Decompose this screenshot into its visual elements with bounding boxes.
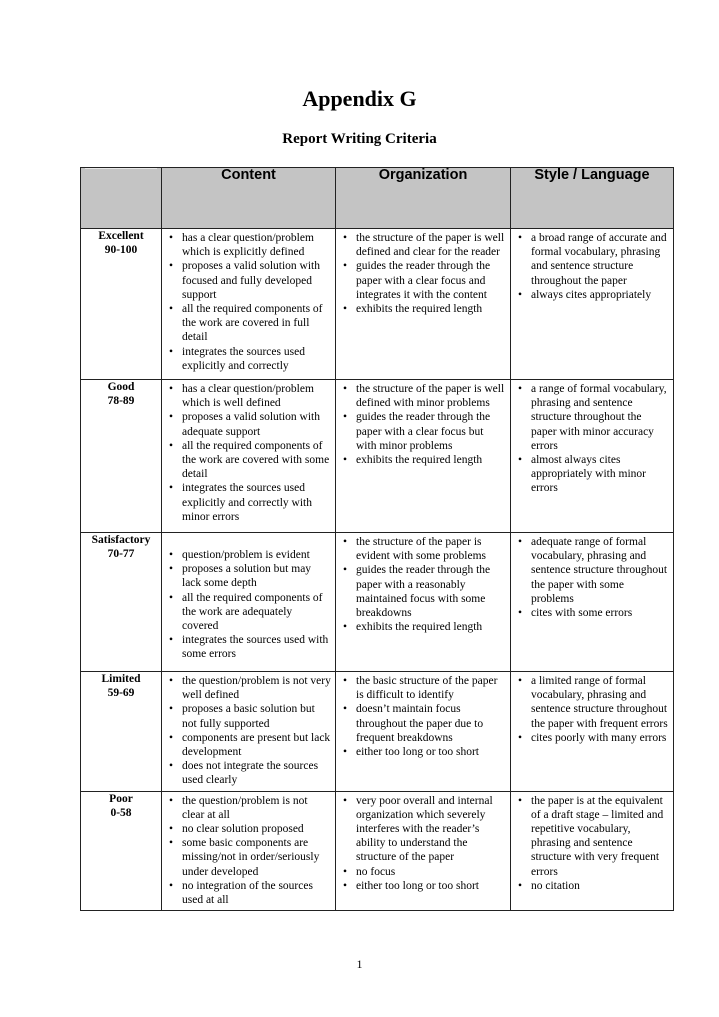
list-item: [343, 410, 506, 453]
bullet-icon: •: [343, 675, 348, 687]
criterion-text: integrates the sources used with some errors: [182, 634, 329, 661]
bullet-icon: •: [343, 564, 348, 577]
content-cell: [162, 672, 336, 792]
list-item: [518, 794, 669, 879]
criterion-text: the basic structure of the paper is difficult to identify: [356, 675, 498, 702]
list-item: [169, 548, 331, 562]
bullet-icon: •: [169, 823, 174, 836]
list-item: [169, 439, 331, 482]
organization-cell: [336, 533, 511, 672]
table-row: [81, 791, 674, 911]
list-item: [169, 345, 331, 373]
bullet-icon: •: [169, 439, 174, 452]
criterion-text: guides the reader through the paper with a reasonably maintained focus with some breakdowns: [356, 564, 491, 620]
list-item: [343, 231, 506, 259]
bullet-icon: •: [518, 794, 523, 807]
list-item: [169, 674, 331, 702]
list-item: [343, 702, 506, 745]
list-item: [518, 879, 669, 893]
list-item: [169, 702, 331, 730]
grade-cell: [81, 229, 162, 380]
criterion-text: cites poorly with many errors: [531, 731, 667, 744]
bullet-icon: •: [169, 482, 174, 495]
organization-cell: [336, 380, 511, 533]
header-corner: [81, 168, 162, 229]
bullet-icon: •: [518, 232, 523, 244]
bullet-icon: •: [518, 288, 523, 301]
criterion-text: proposes a valid solution with adequate support: [182, 411, 320, 438]
criterion-text: very poor overall and internal organization which severely interferes with the reader’s ability to understand the structure of the paper: [356, 794, 493, 864]
criterion-text: doesn’t maintain focus throughout the paper due to frequent breakdowns: [356, 703, 484, 744]
bullet-icon: •: [343, 865, 348, 878]
criteria-list: [162, 533, 335, 665]
list-item: [169, 382, 331, 410]
header-organization: Organization: [336, 168, 511, 229]
list-item: [169, 794, 331, 822]
criteria-list: [336, 533, 510, 637]
bullet-icon: •: [169, 794, 174, 807]
bullet-icon: •: [169, 634, 174, 647]
bullet-icon: •: [169, 703, 174, 716]
criterion-text: a limited range of formal vocabulary, phrasing and sentence structure throughout the paper with frequent errors: [531, 675, 668, 730]
list-item: [343, 865, 506, 879]
list-item: [169, 259, 331, 302]
criterion-text: all the required components of the work are adequately covered: [182, 591, 323, 633]
criterion-text: cites with some errors: [531, 607, 633, 620]
list-item: [343, 302, 506, 316]
bullet-icon: •: [518, 731, 523, 744]
content-cell: [162, 533, 336, 672]
list-item: [343, 879, 506, 893]
grade-cell: [81, 672, 162, 792]
grade-range: 0-58: [110, 806, 132, 819]
list-item: [169, 562, 331, 590]
style-cell: [511, 533, 674, 672]
bullet-icon: •: [518, 383, 523, 395]
criteria-list: [336, 792, 510, 896]
page-title: Appendix G: [302, 86, 417, 111]
criterion-text: integrates the sources used explicitly and correctly with minor errors: [182, 482, 312, 523]
bullet-icon: •: [169, 879, 174, 892]
criterion-text: exhibits the required length: [356, 621, 483, 634]
list-item: [343, 794, 506, 865]
bullet-icon: •: [169, 345, 174, 358]
organization-cell: [336, 229, 511, 380]
bullet-icon: •: [343, 794, 348, 807]
bullet-icon: •: [169, 232, 174, 244]
criterion-text: always cites appropriately: [531, 288, 652, 301]
list-item: [518, 382, 669, 453]
list-item: [169, 879, 331, 907]
bullet-icon: •: [343, 303, 348, 316]
criterion-text: either too long or too short: [356, 879, 479, 892]
style-cell: [511, 380, 674, 533]
bullet-icon: •: [169, 760, 174, 773]
criteria-list: [336, 672, 510, 762]
criterion-text: almost always cites appropriately with minor errors: [531, 454, 646, 495]
bullet-icon: •: [169, 675, 174, 687]
list-item: [518, 288, 669, 302]
criteria-list: [336, 229, 510, 319]
bullet-icon: •: [343, 411, 348, 424]
criterion-text: does not integrate the sources used clearly: [182, 760, 319, 787]
criteria-list: [511, 792, 673, 896]
criterion-text: no focus: [356, 865, 396, 878]
content-cell: [162, 380, 336, 533]
criterion-text: a range of formal vocabulary, phrasing and sentence structure throughout the paper with minor accuracy errors: [531, 383, 667, 452]
bullet-icon: •: [518, 536, 523, 548]
bullet-icon: •: [169, 837, 174, 850]
bullet-icon: •: [518, 454, 523, 467]
criterion-text: has a clear question/problem which is well defined: [182, 383, 314, 410]
criterion-text: some basic components are missing/not in order/seriously under developed: [182, 837, 320, 878]
criterion-text: proposes a basic solution but not fully supported: [182, 703, 315, 730]
bullet-icon: •: [343, 536, 348, 548]
list-item: [343, 745, 506, 759]
table-row: [81, 380, 674, 533]
criterion-text: components are present but lack development: [182, 731, 331, 759]
bullet-icon: •: [169, 303, 174, 316]
criterion-text: either too long or too short: [356, 746, 479, 759]
style-cell: [511, 791, 674, 911]
list-item: [343, 535, 506, 563]
grade-range: 78-89: [107, 395, 135, 408]
bullet-icon: •: [169, 591, 174, 604]
table-row: [81, 672, 674, 792]
criteria-list: [511, 533, 673, 623]
bullet-icon: •: [343, 879, 348, 892]
bullet-icon: •: [343, 383, 348, 395]
list-item: [518, 535, 669, 606]
criterion-text: all the required components of the work are covered with some detail: [182, 439, 330, 481]
bullet-icon: •: [169, 549, 174, 561]
list-item: [518, 674, 669, 731]
list-item: [343, 674, 506, 702]
grade-cell: [81, 533, 162, 672]
list-item: [169, 759, 331, 787]
criterion-text: the question/problem is not clear at all: [182, 794, 308, 821]
bullet-icon: •: [343, 454, 348, 467]
grade-name: Excellent: [98, 230, 144, 242]
header-row: [81, 168, 674, 229]
criterion-text: no integration of the sources used at all: [182, 879, 313, 907]
bullet-icon: •: [518, 879, 523, 892]
grade-cell: [81, 380, 162, 533]
bullet-icon: •: [343, 260, 348, 273]
grade-name: Good: [107, 381, 135, 393]
page-number: 1: [356, 957, 363, 971]
list-item: [169, 822, 331, 836]
list-item: [343, 259, 506, 302]
list-item: [169, 731, 331, 759]
criteria-list: [511, 380, 673, 499]
criterion-text: exhibits the required length: [356, 303, 483, 316]
list-item: [169, 481, 331, 524]
bullet-icon: •: [169, 411, 174, 424]
grade-name: Limited: [101, 673, 141, 685]
style-cell: [511, 229, 674, 380]
criterion-text: the question/problem is not very well defined: [182, 675, 331, 702]
criterion-text: guides the reader through the paper with a clear focus and integrates it with the content: [356, 260, 491, 301]
criterion-text: guides the reader through the paper with a clear focus but with minor problems: [356, 411, 491, 452]
list-item: [518, 231, 669, 288]
list-item: [169, 633, 331, 661]
criterion-text: the paper is at the equivalent of a draft stage – limited and repetitive vocabulary, phrasing and sentence structure with very frequent errors: [531, 794, 664, 878]
grade-name: Poor: [109, 792, 133, 805]
criterion-text: the structure of the paper is evident with some problems: [356, 536, 486, 563]
list-item: [343, 563, 506, 620]
grade-range: 90-100: [104, 244, 138, 257]
organization-cell: [336, 791, 511, 911]
content-cell: [162, 229, 336, 380]
criterion-text: integrates the sources used explicitly and correctly: [182, 345, 305, 372]
grade-name: Satisfactory: [91, 534, 151, 546]
criteria-list: [336, 380, 510, 470]
criterion-text: the structure of the paper is well defined and clear for the reader: [356, 232, 505, 259]
criterion-text: the structure of the paper is well defined with minor problems: [356, 383, 505, 410]
bullet-icon: •: [343, 232, 348, 244]
list-item: [343, 620, 506, 634]
list-item: [169, 231, 331, 259]
list-item: [169, 410, 331, 438]
bullet-icon: •: [518, 675, 523, 687]
bullet-icon: •: [169, 383, 174, 395]
grade-range: 59-69: [107, 687, 135, 700]
grade-cell: [81, 791, 162, 911]
page-subtitle: Report Writing Criteria: [282, 131, 437, 147]
list-item: [343, 453, 506, 467]
organization-cell: [336, 672, 511, 792]
bullet-icon: •: [343, 703, 348, 716]
list-item: [518, 731, 669, 745]
criterion-text: adequate range of formal vocabulary, phrasing and sentence structure throughout the paper with some problems: [531, 536, 668, 605]
criteria-list: [162, 672, 335, 791]
table-row: [81, 533, 674, 672]
bullet-icon: •: [343, 621, 348, 634]
table-row: [81, 229, 674, 380]
criteria-list: [162, 229, 335, 376]
bullet-icon: •: [169, 260, 174, 273]
criteria-list: [162, 792, 335, 911]
bullet-icon: •: [169, 731, 174, 744]
criterion-text: has a clear question/problem which is explicitly defined: [182, 232, 314, 259]
list-item: [518, 606, 669, 620]
criterion-text: question/problem is evident: [182, 549, 310, 561]
criteria-table: [80, 167, 674, 911]
bullet-icon: •: [518, 607, 523, 620]
criterion-text: proposes a solution but may lack some depth: [182, 563, 312, 590]
criteria-list: [511, 229, 673, 305]
criterion-text: exhibits the required length: [356, 454, 483, 467]
header-content: Content: [162, 168, 336, 229]
criterion-text: no clear solution proposed: [182, 823, 304, 836]
bullet-icon: •: [343, 746, 348, 759]
criterion-text: a broad range of accurate and formal vocabulary, phrasing and sentence structure throughout the paper: [531, 232, 667, 287]
criteria-list: [162, 380, 335, 527]
list-item: [343, 382, 506, 410]
header-style: Style / Language: [511, 168, 674, 229]
criterion-text: proposes a valid solution with focused and fully developed support: [182, 260, 320, 301]
list-item: [518, 453, 669, 496]
criterion-text: all the required components of the work are covered in full detail: [182, 303, 323, 344]
content-cell: [162, 791, 336, 911]
list-item: [169, 591, 331, 634]
list-item: [169, 836, 331, 879]
criteria-list: [511, 672, 673, 748]
criterion-text: no citation: [531, 879, 580, 892]
grade-range: 70-77: [107, 548, 135, 561]
style-cell: [511, 672, 674, 792]
bullet-icon: •: [169, 563, 174, 576]
list-item: [169, 302, 331, 345]
